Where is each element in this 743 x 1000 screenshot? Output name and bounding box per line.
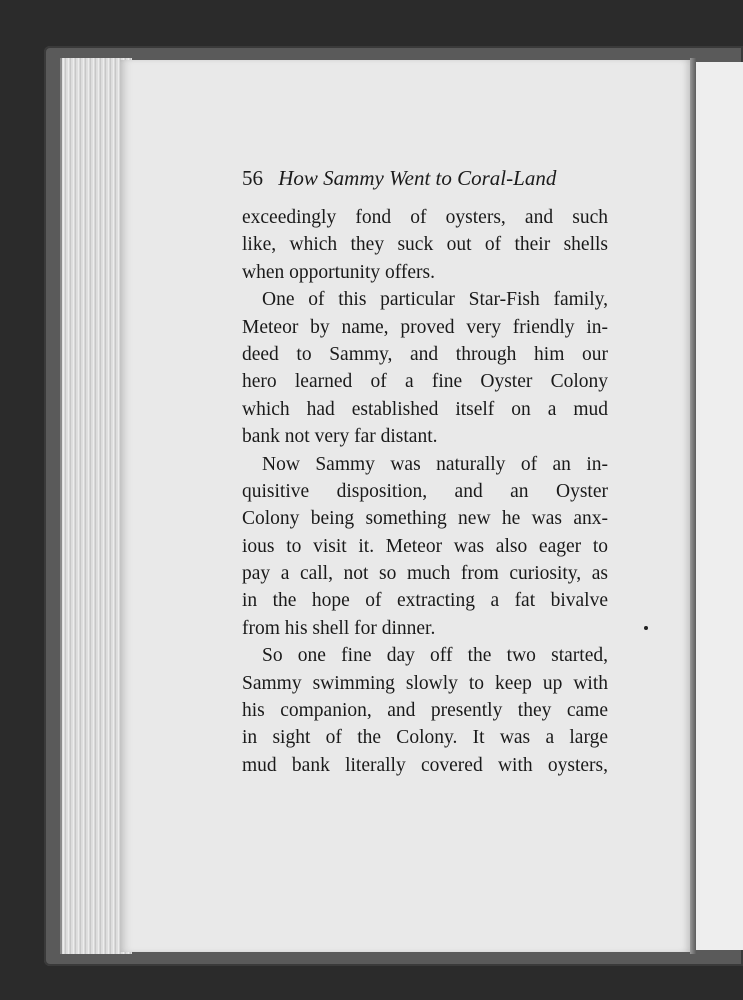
page-number: 56 — [242, 166, 263, 190]
text-line: quisitive disposition, and an Oyster — [242, 480, 608, 502]
text-line: Sammy swimming slowly to keep up with — [242, 672, 608, 694]
text-line: exceedingly fond of oysters, and such — [242, 207, 608, 228]
text-line: his companion, and presently they came — [242, 700, 608, 722]
text-line: in the hope of extracting a fat bivalve — [242, 590, 608, 612]
text-line: from his shell for dinner. — [242, 617, 436, 639]
text-line: when opportunity offers. — [242, 261, 435, 283]
text-line: which had established itself on a mud — [242, 398, 608, 420]
body-text — [242, 204, 608, 779]
text-line: mud bank literally covered with oysters, — [242, 754, 608, 776]
text-line: pay a call, not so much from curiosity, as — [242, 563, 608, 585]
text-line: Meteor by name, proved very friendly in- — [242, 316, 608, 338]
text-line: hero learned of a fine Oyster Colony — [242, 371, 608, 393]
ink-speck — [644, 626, 648, 630]
running-title: How Sammy Went to Coral-Land — [278, 166, 557, 190]
text-line: in sight of the Colony. It was a large — [242, 727, 608, 749]
text-line: Colony being something new he was anx- — [242, 508, 608, 530]
running-head — [242, 166, 608, 191]
text-line: bank not very far distant. — [242, 426, 438, 448]
text-line: ious to visit it. Meteor was also eager to — [242, 535, 608, 557]
text-line: So one fine day off the two started, — [262, 645, 608, 667]
text-line: deed to Sammy, and through him our — [242, 343, 608, 365]
text-line: Now Sammy was naturally of an in- — [262, 453, 608, 475]
text-line: One of this particular Star-Fish family, — [262, 289, 608, 311]
text-line: like, which they suck out of their shells — [242, 234, 608, 256]
facing-page-edge — [696, 62, 743, 950]
